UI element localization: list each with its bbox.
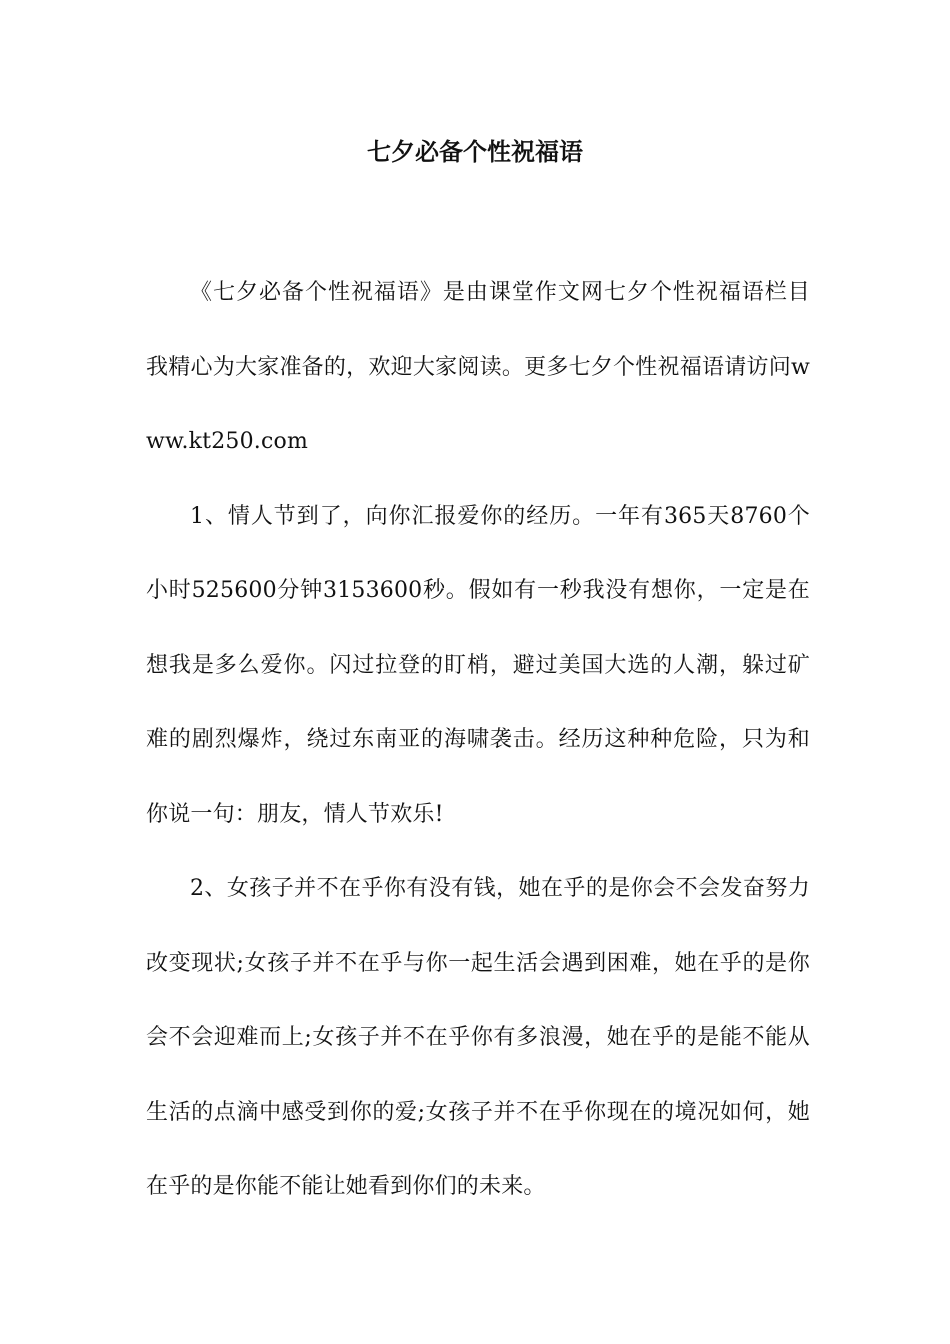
paragraph-1: 1、情人节到了，向你汇报爱你的经历。一年有365天8760个小时525600分钟3153600秒。假如有一秒我没有想你，一定是在想我是多么爱你。闪过拉登的盯梢，避过美国大选的人潮，躲过矿难的剧烈爆炸，绕过东南亚的海啸袭击。经历这种种危险，只为和你说一句：朋友，情人节欢乐! [146,503,810,827]
document-title: 七夕必备个性祝福语 [367,137,583,166]
document-body [146,256,810,1225]
paragraph-2: 2、女孩子并不在乎你有没有钱，她在乎的是你会不会发奋努力改变现状;女孩子并不在乎与你一起生活会遇到困难，她在乎的是你会不会迎难而上;女孩子并不在乎你有多浪漫，她在乎的是能不能从生活的点滴中感受到你的爱;女孩子并不在乎你现在的境况如何，她在乎的是你能不能让她看到你们的未来。 [146,876,810,1199]
intro-paragraph: 《七夕必备个性祝福语》是由课堂作文网七夕个性祝福语栏目我精心为大家准备的，欢迎大家阅读。更多七夕个性祝福语请访问www.kt250.com [146,280,810,454]
